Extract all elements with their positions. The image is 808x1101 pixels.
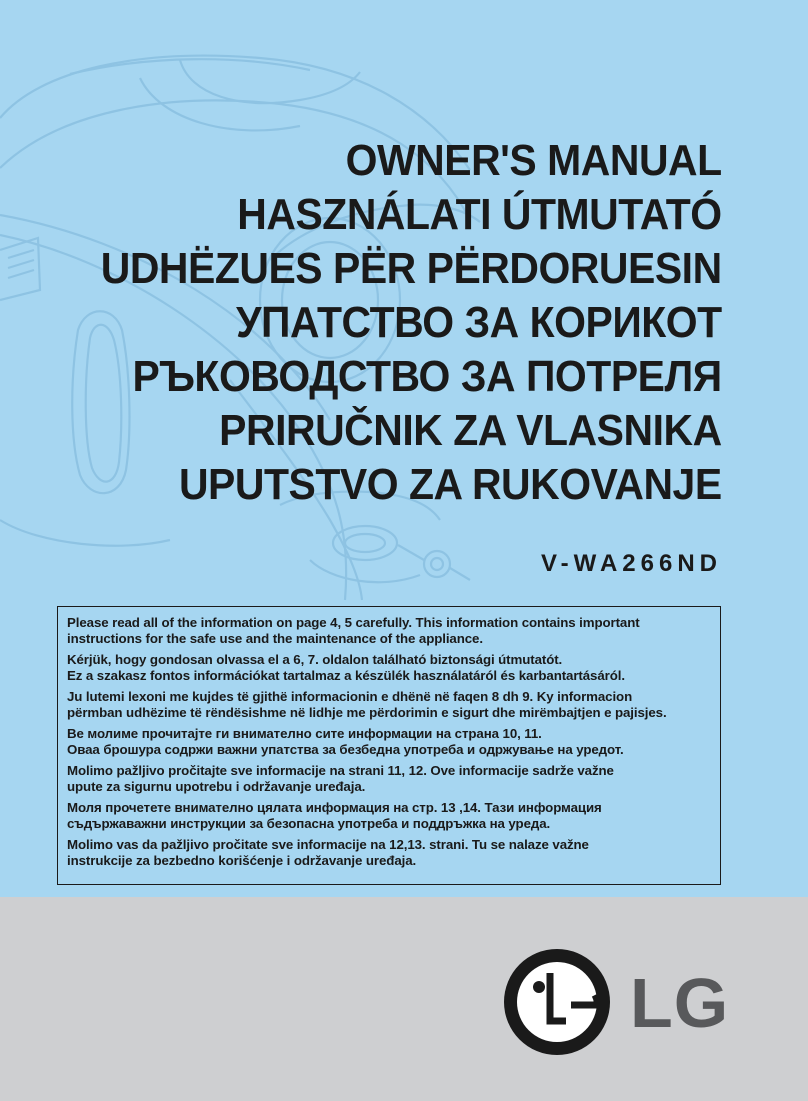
info-line: Оваа брошура содржи важни упатства за безбедна употреба и одржување на уредот. bbox=[67, 742, 624, 757]
model-number: V-WA266ND bbox=[540, 550, 722, 577]
info-line: përmban udhëzime të rëndësishme në lidhje me përdorimin e sigurt dhe mirëmbajtjen e pajisjes. bbox=[67, 705, 667, 720]
info-line: instrukcije za bezbedno korišćenje i održavanje uređaja. bbox=[67, 853, 417, 868]
info-line: Моля прочетете внимателно цялата информация на стр. 13 ,14. Тази информация bbox=[67, 800, 602, 815]
info-paragraph-serbian bbox=[67, 837, 711, 869]
info-line: Ju lutemi lexoni me kujdes të gjithë informacionin e dhënë në faqen 8 dh 9. Ky informacion bbox=[67, 689, 633, 704]
info-line: Kérjük, hogy gondosan olvassa el a 6, 7. oldalon található biztonsági útmutatót. bbox=[67, 652, 563, 667]
info-paragraph-albanian bbox=[67, 689, 711, 721]
info-line: Ве молиме прочитајте ги внимателно сите информации на страна 10, 11. bbox=[67, 726, 542, 741]
info-line: съдържаважни инструкции за безопасна употреба и поддръжка на уреда. bbox=[67, 816, 551, 831]
brand-logo-text: LG bbox=[630, 964, 730, 1042]
info-paragraph-macedonian bbox=[67, 726, 711, 758]
info-paragraph-english bbox=[67, 615, 711, 647]
lg-face-logo-icon bbox=[504, 949, 610, 1055]
info-line: upute za sigurnu upotrebu i održavanje uređaja. bbox=[67, 779, 366, 794]
manual-titles bbox=[54, 134, 722, 512]
info-line: Molimo vas da pažljivo pročitate sve informacije na 12,13. strani. Tu se nalaze važne bbox=[67, 837, 589, 852]
info-line: Please read all of the information on page 4, 5 carefully. This information contains important bbox=[67, 615, 640, 630]
title-serbian: UPUTSTVO ZA RUKOVANJE bbox=[179, 460, 722, 509]
title-english: OWNER'S MANUAL bbox=[345, 136, 722, 185]
safety-info-box bbox=[57, 606, 721, 885]
title-bulgarian: РЪКОВОДСТВО ЗА ПОТРЕЛЯ bbox=[132, 352, 722, 401]
info-paragraph-bulgarian bbox=[67, 800, 711, 832]
info-paragraph-hungarian bbox=[67, 652, 711, 684]
info-paragraph-croatian bbox=[67, 763, 711, 795]
info-line: instructions for the safe use and the maintenance of the appliance. bbox=[67, 631, 483, 646]
title-albanian: UDHËZUES PËR PËRDORUESIN bbox=[101, 244, 722, 293]
info-line: Molimo pažljivo pročitajte sve informacije na strani 11, 12. Ove informacije sadrže važne bbox=[67, 763, 614, 778]
title-macedonian: УПАТСТВО ЗА КОРИКОТ bbox=[236, 298, 722, 347]
info-line: Ez a szakasz fontos információkat tartalmaz a készülék használatáról és karbantartásáról. bbox=[67, 668, 625, 683]
title-croatian: PRIRUČNIK ZA VLASNIKA bbox=[219, 406, 722, 455]
title-hungarian: HASZNÁLATI ÚTMUTATÓ bbox=[237, 190, 722, 239]
